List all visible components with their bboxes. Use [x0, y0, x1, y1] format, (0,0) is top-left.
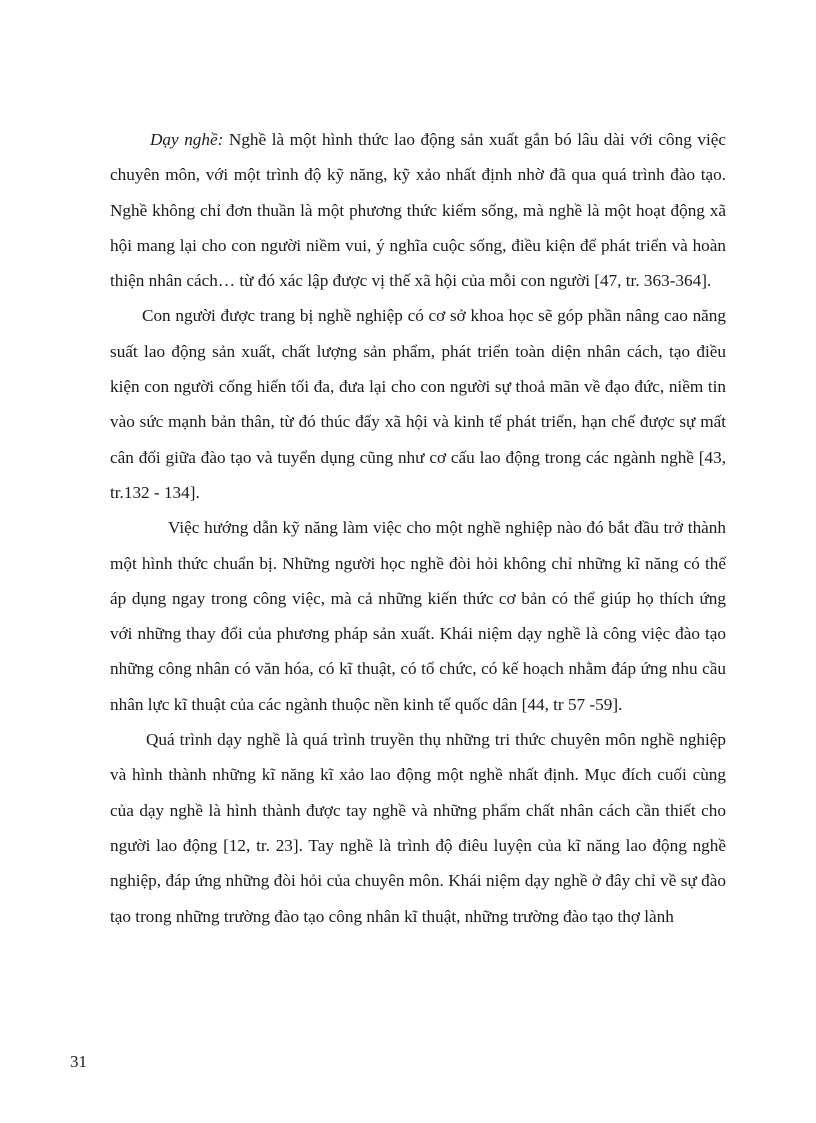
paragraph-1-text: Nghề là một hình thức lao động sản xuất gắn bó lâu dài với công việc chuyên môn, với một trình độ kỹ năng, kỹ xảo nhất định nhờ đã qua quá trình đào tạo. Nghề không chỉ đơn thuần là một phương thức kiếm sống, mà nghề là một hoạt động xã hội mang lại cho con người niềm vui, ý nghĩa cuộc sống, điều kiện để phát triển và hoàn thiện nhân cách… từ đó xác lập được vị thế xã hội của mỗi con người [47, tr. 363-364].	[110, 130, 726, 291]
document-body	[110, 122, 726, 934]
paragraph-2: Con người được trang bị nghề nghiệp có cơ sở khoa học sẽ góp phần nâng cao năng suất lao động sản xuất, chất lượng sản phẩm, phát triển toàn diện nhân cách, tạo điều kiện con người cống hiến tối đa, đưa lại cho con người sự thoả mãn về đạo đức, niềm tin vào sức mạnh bản thân, từ đó thúc đẩy xã hội và kinh tế phát triển, hạn chế được sự mất cân đối giữa đào tạo và tuyển dụng cũng như cơ cấu lao động trong các ngành nghề [43, tr.132 - 134].	[110, 306, 726, 502]
paragraph-1	[110, 122, 726, 298]
paragraph-4: Quá trình dạy nghề là quá trình truyền thụ những tri thức chuyên môn nghề nghiệp và hình thành những kĩ năng kĩ xảo lao động một nghề nhất định. Mục đích cuối cùng của dạy nghề là hình thành được tay nghề và những phẩm chất nhân cách cần thiết cho người lao động [12, tr. 23]. Tay nghề là trình độ điêu luyện của kĩ năng lao động nghề nghiệp, đáp ứng những đòi hỏi của chuyên môn. Khái niệm dạy nghề ở đây chỉ về sự đào tạo trong những trường đào tạo công nhân kĩ thuật, những trường đào tạo thợ lành	[110, 730, 726, 926]
term-day-nghe: Dạy nghề:	[150, 130, 224, 149]
page-number: 31	[70, 1052, 87, 1071]
paragraph-3: Việc hướng dẫn kỹ năng làm việc cho một nghề nghiệp nào đó bắt đầu trở thành một hình thức chuẩn bị. Những người học nghề đòi hỏi không chỉ những kĩ năng có thể áp dụng ngay trong công việc, mà cả những kiến thức cơ bản có thể giúp họ thích ứng với những thay đổi của phương pháp sản xuất. Khái niệm dạy nghề là công việc đào tạo những công nhân có văn hóa, có kĩ thuật, có tổ chức, có kế hoạch nhằm đáp ứng nhu cầu nhân lực kĩ thuật của các ngành thuộc nền kinh tế quốc dân [44, tr 57 -59].	[110, 518, 726, 714]
